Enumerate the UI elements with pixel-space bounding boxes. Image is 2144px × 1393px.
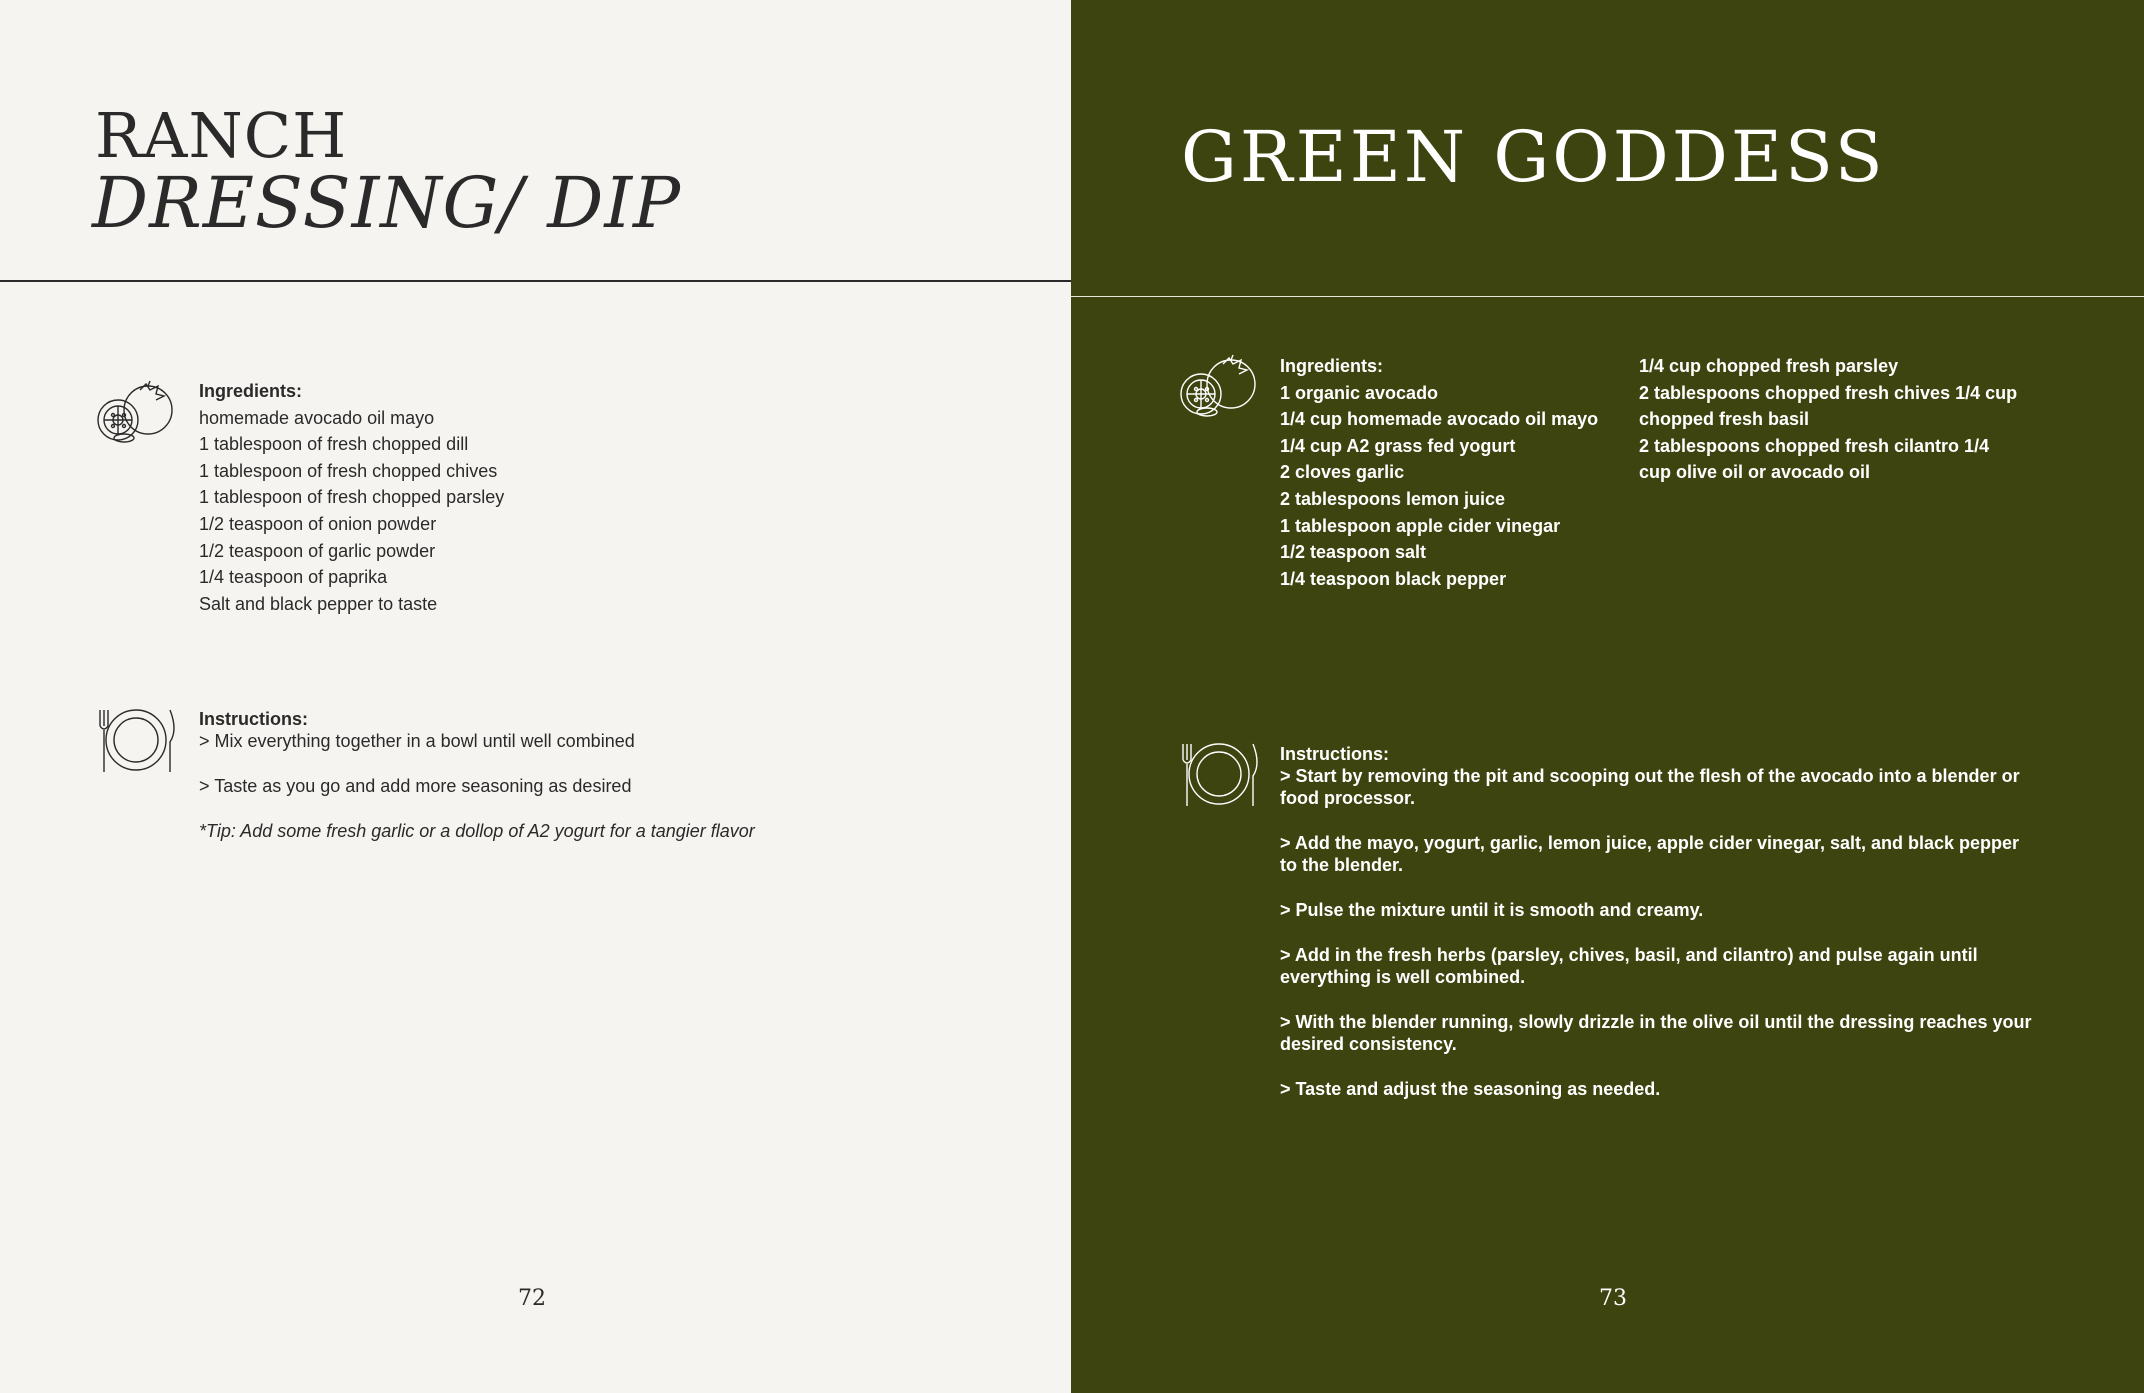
ingredient-item: 2 tablespoons lemon juice (1280, 488, 1506, 509)
ingredient-item: 1 tablespoon of fresh chopped dill (199, 434, 469, 455)
recipe-title: GREEN GODDESS (1181, 116, 1886, 198)
ingredient-item: 1 tablespoon of fresh chopped chives (199, 460, 498, 481)
plate-cutlery-icon (1179, 742, 1259, 808)
instructions-heading: Instructions: (1280, 744, 1390, 764)
instruction-step: > Pulse the mixture until it is smooth and creamy. (1280, 900, 1704, 920)
ingredients-heading: Ingredients: (1280, 356, 1384, 376)
instructions-heading: Instructions: (199, 709, 309, 729)
instruction-step: > Start by removing the pit and scooping out the flesh of the avocado into a blender or food processor. (1280, 766, 2020, 808)
right-page (1071, 0, 2144, 1393)
recipe-title-line2: DRESSING/ DIP (92, 162, 682, 244)
ingredients-section (199, 378, 504, 617)
ingredient-item: 1/4 teaspoon black pepper (1280, 568, 1507, 589)
ingredient-item: 1/4 cup chopped fresh parsley (1639, 356, 1899, 376)
ingredient-item: 1/4 teaspoon of paprika (199, 567, 388, 588)
ingredients-section (1280, 353, 1598, 592)
tip-text: *Tip: Add some fresh garlic or a dollop of A2 yogurt for a tangier flavor (199, 821, 755, 841)
instruction-step: > Taste as you go and add more seasoning as desired (199, 776, 632, 796)
ingredient-item: 1 organic avocado (1280, 382, 1439, 403)
ingredient-item: 1/2 teaspoon of garlic powder (199, 540, 436, 561)
title-divider (1071, 296, 2144, 297)
instruction-step: > Add the mayo, yogurt, garlic, lemon juice, apple cider vinegar, salt, and black pepper to the blender. (1280, 833, 2020, 875)
ingredient-item: 1/4 cup A2 grass fed yogurt (1280, 435, 1516, 456)
title-divider (0, 280, 1071, 282)
instruction-step: > Add in the fresh herbs (parsley, chives, basil, and cilantro) and pulse again until everything is well combined. (1280, 945, 1978, 987)
ingredient-item: homemade avocado oil mayo (199, 407, 435, 428)
plate-cutlery-icon (96, 708, 176, 774)
instructions-section (1280, 743, 2040, 1123)
tomato-icon (1179, 354, 1263, 420)
left-page (0, 0, 1071, 1393)
ingredient-item: 1 tablespoon apple cider vinegar (1280, 515, 1561, 536)
ingredient-item: 1 tablespoon of fresh chopped parsley (199, 487, 505, 508)
ingredient-item: Salt and black pepper to taste (199, 593, 438, 614)
instruction-step: > With the blender running, slowly drizzle in the olive oil until the dressing reaches your desired consistency. (1280, 1012, 2032, 1054)
ingredient-item: chopped fresh basil (1639, 409, 1810, 430)
instructions-section (199, 708, 755, 842)
ingredient-item: cup olive oil or avocado oil (1639, 462, 1871, 483)
ingredient-item: 2 tablespoons chopped fresh chives 1/4 cup (1639, 382, 2018, 403)
ingredient-item: 2 cloves garlic (1280, 462, 1405, 483)
page-number: 73 (1599, 1286, 1627, 1311)
tomato-icon (96, 380, 180, 446)
recipe-title-line1: RANCH (95, 99, 348, 172)
ingredients-section-col2 (1639, 353, 2017, 486)
ingredient-item: 2 tablespoons chopped fresh cilantro 1/4 (1639, 435, 1990, 456)
ingredient-item: 1/2 teaspoon of onion powder (199, 513, 437, 534)
page-number: 72 (518, 1286, 546, 1311)
instruction-step: > Taste and adjust the seasoning as needed. (1280, 1079, 1661, 1099)
ingredients-heading: Ingredients: (199, 381, 303, 401)
ingredient-item: 1/4 cup homemade avocado oil mayo (1280, 409, 1599, 430)
ingredient-item: 1/2 teaspoon salt (1280, 542, 1427, 563)
instruction-step: > Mix everything together in a bowl until well combined (199, 731, 635, 751)
